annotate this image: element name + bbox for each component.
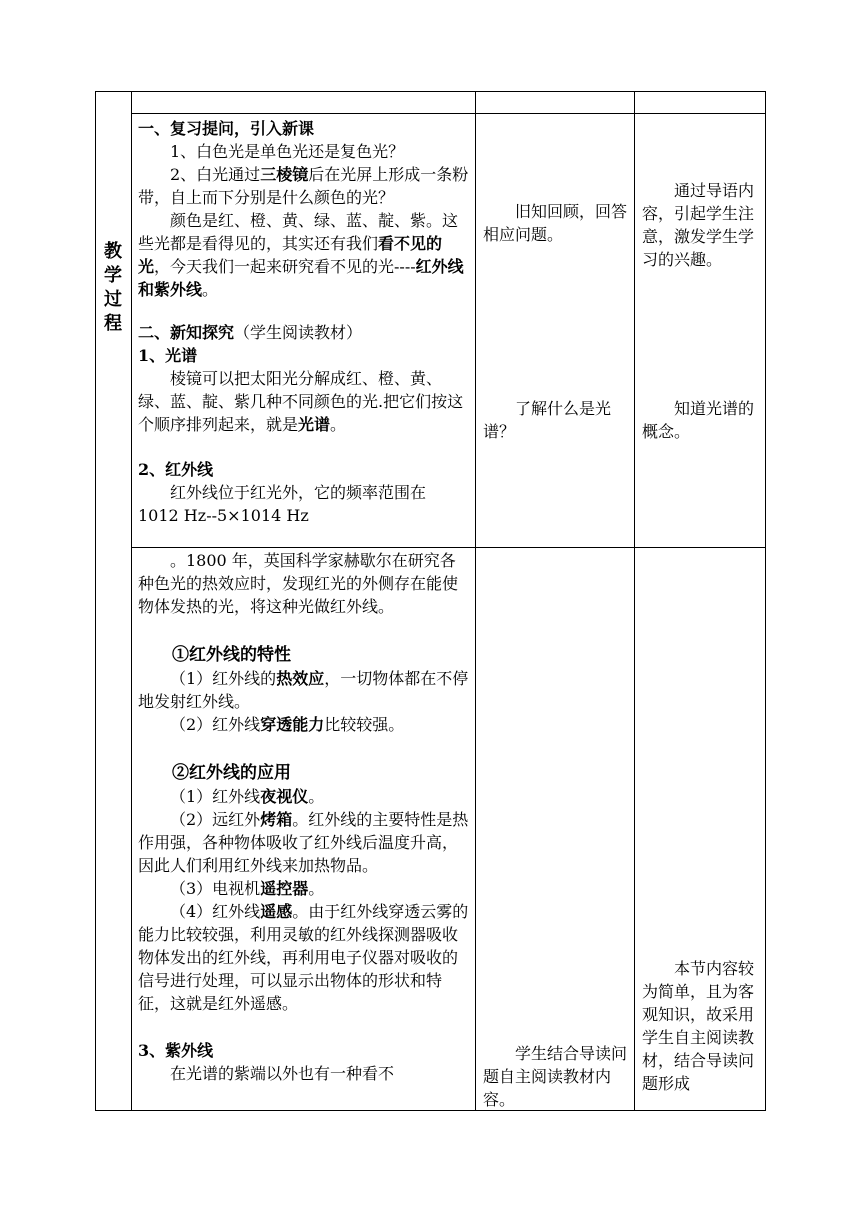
subsection-spectrum: 1、光谱 (138, 346, 198, 365)
spectrum-paragraph: 棱镜可以把太阳光分解成红、橙、黄、绿、蓝、靛、紫几种不同颜色的光.把它们按这个顺序排列起来，就是光谱。 (138, 369, 464, 434)
header-row-border (131, 113, 766, 114)
subsection-infrared: 2、红外线 (138, 460, 214, 479)
application-3: （3）电视机遥控器。 (170, 879, 325, 898)
row1-content-cell (138, 117, 470, 545)
col-divider-1 (131, 91, 132, 1111)
property-1: （1）红外线的热效应，一切物体都在不停地发射红外线。 (138, 669, 469, 711)
side-label-char: 教 (104, 241, 122, 262)
infrared-properties-heading: ①红外线的特性 (172, 645, 291, 665)
question-2: 2、白光通过三棱镜后在光屏上形成一条粉带，自上而下分别是什么颜色的光？ (138, 165, 469, 207)
col-divider-3 (634, 91, 635, 1111)
side-label-char: 过 (104, 289, 122, 310)
section-title-review: 一、复习提问，引入新课 (138, 119, 315, 138)
row2-student-cell: 学生结合导读问题自主阅读教材内容。 (483, 1044, 628, 1109)
infrared-frequency-paragraph: 红外线位于红光外，它的频率范围在 1012 Hz--5×1014 Hz (138, 483, 427, 525)
side-label-char: 学 (104, 265, 122, 286)
colors-paragraph: 颜色是红、橙、黄、绿、蓝、靛、紫。这些光都是看得见的，其实还有我们看不见的光，今天我们一起来研究看不见的光----红外线和紫外线。 (138, 211, 464, 299)
application-2: （2）远红外烤箱。红外线的主要特性是热作用强，各种物体吸收了红外线后温度升高，因此人们利用红外线来加热物品。 (138, 810, 469, 875)
table-bottom-border (95, 1110, 766, 1111)
application-4: （4）红外线遥感。由于红外线穿透云雾的能力比较较强，利用灵敏的红外线探测器吸收物体发出的红外线，再利用电子仪器对吸收的信号进行处理，可以显示出物体的形状和特征，这就是红外遥感。 (138, 902, 469, 1013)
row1-student-cell-review: 旧知回顾，回答相应问题。 (483, 202, 628, 244)
infrared-applications-heading: ②红外线的应用 (172, 763, 291, 783)
row1-student-cell-spectrum: 了解什么是光谱？ (483, 399, 612, 441)
application-1: （1）红外线夜视仪。 (170, 787, 325, 806)
row2-content-cell (138, 549, 470, 1109)
section-title-new-knowledge: 二、新知探究（学生阅读教材） (138, 323, 363, 342)
col-divider-2 (475, 91, 476, 1111)
property-2: （2）红外线穿透能力比较较强。 (170, 715, 405, 734)
question-1: 1、白色光是单色光还是复色光？ (170, 142, 405, 161)
ultraviolet-paragraph: 在光谱的紫端以外也有一种看不 (170, 1064, 395, 1083)
row1-intent-cell-guide: 通过导语内容，引起学生注意，激发学生学习的兴趣。 (642, 181, 755, 269)
table-top-border (95, 91, 766, 92)
row1-intent-cell-spectrum: 知道光谱的概念。 (642, 399, 755, 441)
side-label-char: 程 (104, 313, 122, 334)
row2-intent-cell: 本节内容较为简单，且为客观知识，故采用学生自主阅读教材，结合导读问题形成 (642, 959, 755, 1093)
table-right-border (765, 91, 766, 1111)
row-divider (131, 547, 766, 548)
side-label-teaching-process (95, 240, 131, 336)
subsection-ultraviolet: 3、紫外线 (138, 1041, 214, 1060)
herschel-paragraph: 。1800 年，英国科学家赫歇尔在研究各种色光的热效应时，发现红光的外侧存在能使物体发热的光，将这种光做红外线。 (138, 551, 459, 616)
